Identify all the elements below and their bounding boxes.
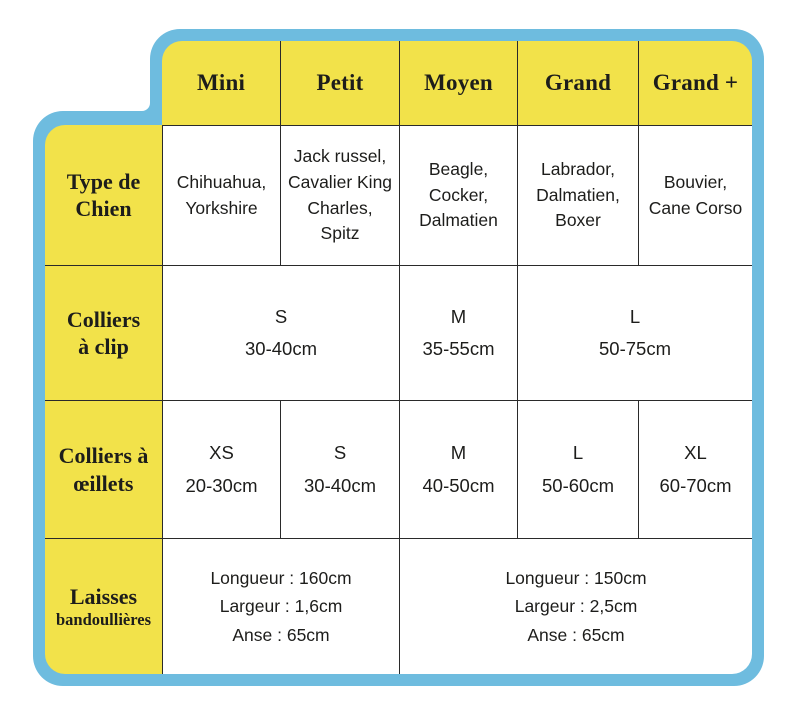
- text-line: Chihuahua,: [176, 171, 267, 192]
- size-letter: L: [629, 305, 641, 327]
- cell-type-grand-plus: [638, 125, 752, 265]
- cell-laisses-large: [399, 538, 752, 674]
- header-cell-grand: [517, 41, 638, 125]
- cell-type-mini: [162, 125, 280, 265]
- row-clip-label: [45, 265, 162, 400]
- size-range: 30-40cm: [245, 338, 317, 359]
- text-line: Largeur : 1,6cm: [219, 596, 343, 617]
- size-letter: S: [333, 442, 347, 463]
- text-line: Largeur : 2,5cm: [514, 596, 638, 617]
- text-line: Labrador,: [541, 158, 615, 179]
- size-range: 60-70cm: [659, 474, 732, 496]
- row-oeillets-label: [45, 400, 162, 538]
- cell-oeillets-xs: [162, 400, 280, 538]
- size-range: 50-75cm: [599, 338, 671, 359]
- header-cell-moyen: [399, 41, 517, 125]
- size-range: 20-30cm: [185, 474, 258, 496]
- text-line: Cane Corso: [648, 197, 743, 218]
- text-line: Anse : 65cm: [527, 624, 625, 645]
- size-range: 40-50cm: [422, 474, 495, 496]
- label-line: Colliers: [66, 306, 141, 332]
- text-line: Dalmatien,: [536, 184, 620, 205]
- size-range: 35-55cm: [422, 338, 495, 359]
- text-line: Spitz: [320, 223, 360, 244]
- size-table: [45, 41, 752, 674]
- text-line: Longueur : 160cm: [210, 567, 352, 588]
- header-label: Mini: [196, 70, 246, 95]
- text-line: Charles,: [307, 197, 373, 218]
- cell-clip-m: [399, 265, 517, 400]
- label-line: Colliers à: [58, 443, 149, 469]
- text-line: Cavalier King: [287, 171, 393, 192]
- text-line: Jack russel,: [293, 146, 387, 167]
- size-letter: M: [450, 442, 467, 463]
- text-line: Beagle,: [428, 158, 489, 179]
- cell-type-petit: [280, 125, 399, 265]
- header-cell-grand-plus: [638, 41, 752, 125]
- cell-type-grand: [517, 125, 638, 265]
- header-cell-petit: [280, 41, 399, 125]
- size-range: 50-60cm: [542, 474, 614, 496]
- row-laisses-label: [45, 538, 162, 674]
- header-label: Grand: [544, 70, 612, 95]
- cell-clip-l: [517, 265, 752, 400]
- cell-oeillets-s: [280, 400, 399, 538]
- label-line: Type de: [66, 168, 141, 194]
- size-letter: L: [572, 442, 584, 463]
- header-label: Grand +: [652, 70, 739, 95]
- label-line: Chien: [75, 196, 132, 221]
- label-line: Laisses: [69, 584, 138, 610]
- size-letter: S: [274, 305, 288, 327]
- header-label: Petit: [316, 70, 364, 95]
- cell-oeillets-m: [399, 400, 517, 538]
- label-line: à clip: [78, 334, 129, 359]
- cell-laisses-small: [162, 538, 399, 674]
- header-cell-mini: [162, 41, 280, 125]
- size-letter: XS: [209, 442, 234, 463]
- text-line: Bouvier,: [663, 171, 728, 192]
- text-line: Longueur : 150cm: [505, 567, 647, 588]
- label-line: œillets: [73, 470, 134, 496]
- cell-clip-s: [162, 265, 399, 400]
- cell-oeillets-xl: [638, 400, 752, 538]
- cell-oeillets-l: [517, 400, 638, 538]
- text-line: Anse : 65cm: [232, 624, 330, 645]
- size-range: 30-40cm: [304, 474, 376, 496]
- text-line: Dalmatien: [419, 210, 498, 231]
- label-subline: bandoullières: [55, 609, 152, 629]
- size-letter: M: [450, 305, 467, 327]
- size-letter: XL: [684, 442, 707, 463]
- text-line: Boxer: [555, 210, 601, 231]
- header-label: Moyen: [424, 70, 493, 95]
- cell-type-moyen: [399, 125, 517, 265]
- text-line: Yorkshire: [185, 197, 258, 218]
- text-line: Cocker,: [428, 184, 489, 205]
- row-type-label: [45, 125, 162, 265]
